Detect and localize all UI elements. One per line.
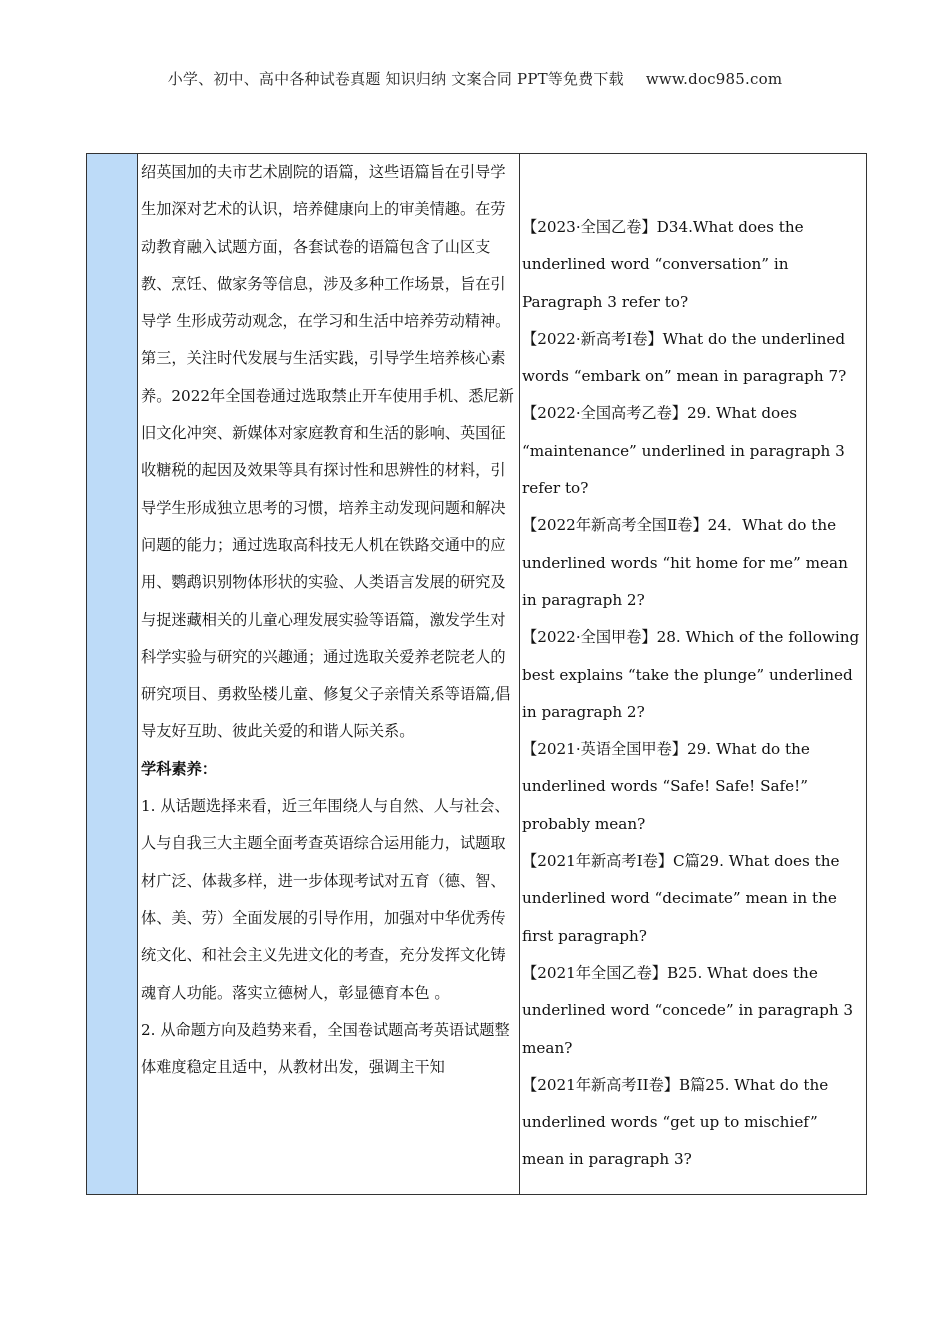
example-item: 【2021年新高考II卷】B篇25. What do the underlined words “get up to mischief” mean in paragraph 3? [522, 1075, 829, 1169]
header-text: 小学、初中、高中各种试卷真题 知识归纳 文案合同 PPT等免费下载 [167, 70, 624, 88]
example-item: 【2022·新高考I卷】What do the underlined words “embark on” mean in paragraph 7? [522, 329, 847, 386]
example-item: 【2022·全国甲卷】28. Which of the following best explains “take the plunge” underlined in paragraph 2? [522, 628, 860, 721]
example-item: 【2022·全国高考乙卷】29. What does “maintenance” underlined in paragraph 3 refer to? [522, 404, 845, 498]
paragraph-topic-selection: 1. 从话题选择来看，近三年围绕人与自然、人与社会、人与自我三大主题全面考查英语综合运用能力，试题取材广泛、体裁多样，进一步体现考试对五育（德、智、体、美、劳）全面发展的引导作用，加强对中华优秀传统文化、和社会主义先进文化的考查，充分发挥文化铸魂育人功能。落实立德树人，彰显德育本色 。 [141, 797, 510, 1002]
content-table [86, 153, 867, 1195]
example-item: 【2021年全国乙卷】B25. What does the underlined word “concede” in paragraph 3 mean? [522, 963, 854, 1057]
example-item: 【2021·英语全国甲卷】29. What do the underlined words “Safe! Safe! Safe!” probably mean? [522, 740, 810, 833]
example-item: 【2023·全国乙卷】D34.What does the underlined word “conversation” in Paragraph 3 refer to? [522, 218, 804, 311]
paragraph-art-labor: 绍英国加的夫市艺术剧院的语篇，这些语篇旨在引导学生加深对艺术的认识，培养健康向上的审美情趣。在劳动教育融入试题方面，各套试卷的语篇包含了山区支教、烹饪、做家务等信息，涉及多种工作场景，旨在引导学 生形成劳动观念，在学习和生活中培养劳动精神。 [141, 163, 511, 331]
page-header [0, 68, 950, 89]
example-item: 【2021年新高考I卷】C篇29. What does the underlined word “decimate” mean in the first paragraph? [522, 852, 840, 945]
analysis-column [138, 154, 520, 1194]
label-column [87, 154, 138, 1194]
header-url[interactable]: www.doc985.com [645, 70, 783, 88]
example-item: 【2022年新高考全国Ⅱ卷】24．What do the underlined words “hit home for me” mean in paragraph 2? [522, 516, 848, 609]
paragraph-core-literacy: 第三，关注时代发展与生活实践，引导学生培养核心素养。2022年全国卷通过选取禁止开车使用手机、悉尼新旧文化冲突、新媒体对家庭教育和生活的影响、英国征收糖税的起因及效果等具有探讨性和思辨性的材料，引导学生形成独立思考的习惯，培养主动发现问题和解决问题的能力；通过选取高科技无人机在铁路交通中的应用、鹦鹉识别物体形状的实验、人类语言发展的研究及与捉迷藏相关的儿童心理发展实验等语篇，激发学生对科学实验与研究的兴趣通；通过选取关爱养老院老人的研究项目、勇救坠楼儿童、修复父子亲情关系等语篇,倡导友好互助、彼此关爱的和谐人际关系。 [141, 349, 514, 741]
examples-column [520, 154, 866, 1194]
subject-literacy-heading: 学科素养： [141, 759, 217, 778]
paragraph-trend: 2. 从命题方向及趋势来看，全国卷试题高考英语试题整体难度稳定且适中，从教材出发，强调主干知 [141, 1020, 510, 1077]
